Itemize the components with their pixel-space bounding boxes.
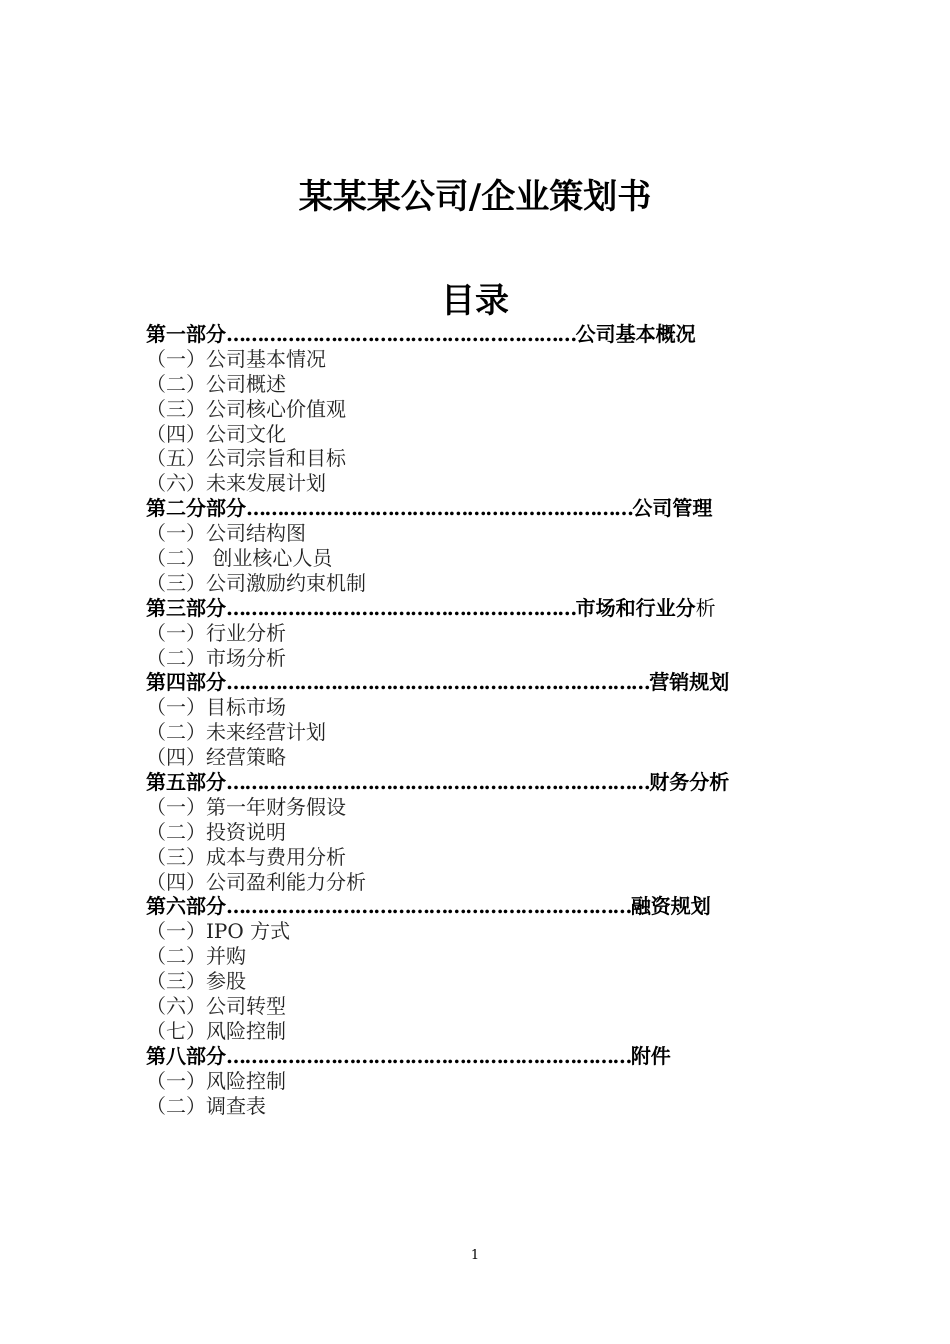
- toc-sub-item: （一）目标市场: [146, 695, 286, 720]
- toc-part-entry: [146, 496, 806, 521]
- toc-sub-item: （六）未来发展计划: [146, 471, 326, 496]
- toc-part-entry: [146, 670, 806, 695]
- toc-sub-item: （一）风险控制: [146, 1068, 286, 1093]
- toc-part-label: 第二分部分: [146, 496, 246, 521]
- toc-sub-item: （二）并购: [146, 944, 246, 969]
- toc-part-title: 附件: [630, 1043, 671, 1068]
- toc-part-label: 第五部分: [146, 770, 226, 795]
- toc-sub-item: （一）公司基本情况: [146, 346, 326, 371]
- toc-sub-item: （四）公司盈利能力分析: [146, 869, 366, 894]
- toc-sub-item: （二）市场分析: [146, 645, 286, 670]
- toc-sub-item: （三）成本与费用分析: [146, 844, 346, 869]
- toc-heading: 目录: [441, 281, 509, 321]
- toc-dot-leader: …………………………………………………………: [226, 1043, 631, 1068]
- toc-sub-item: （二）公司概述: [146, 371, 286, 396]
- toc-part-title-tail: 析: [695, 595, 716, 620]
- toc-sub-item: （二）未来经营计划: [146, 720, 326, 745]
- toc-sub-item: （二） 创业核心人员: [146, 546, 333, 571]
- toc-part-title: 市场和行业分: [575, 595, 696, 620]
- toc-part-title: 公司管理: [632, 496, 713, 521]
- toc-part-label: 第六部分: [146, 894, 226, 919]
- toc-dot-leader: …………………………………………………………: [226, 894, 631, 919]
- toc-part-title: 融资规划: [630, 894, 711, 919]
- toc-sub-item: （三）参股: [146, 969, 246, 994]
- toc-dot-leader: ……………………………………………………………: [226, 770, 650, 795]
- toc-sub-item: （四）经营策略: [146, 745, 286, 770]
- toc-part-entry: [146, 1044, 806, 1069]
- toc-part-title: 财务分析: [649, 770, 730, 795]
- toc-part-entry: [146, 770, 806, 795]
- toc-part-entry: [146, 894, 806, 919]
- toc-part-label: 第一部分: [146, 322, 226, 346]
- toc-part-label: 第四部分: [146, 670, 226, 695]
- toc-part-entry: [146, 596, 806, 621]
- toc-sub-item: （四）公司文化: [146, 421, 286, 446]
- toc-dot-leader: ………………………………………………………: [246, 496, 633, 521]
- page-number: 1: [470, 1248, 480, 1263]
- toc-part-title: 公司基本概况: [575, 322, 696, 346]
- toc-sub-item: （三）公司激励约束机制: [146, 570, 366, 595]
- toc-sub-item: （一）IPO 方式: [146, 919, 291, 944]
- table-of-contents: [146, 322, 806, 1119]
- toc-part-title: 营销规划: [649, 670, 730, 695]
- toc-sub-item: （一）公司结构图: [146, 521, 306, 546]
- toc-dot-leader: …………………………………………………: [226, 322, 576, 346]
- toc-dot-leader: …………………………………………………: [226, 595, 576, 620]
- toc-sub-item: （七）风险控制: [146, 1018, 286, 1043]
- toc-sub-item: （三）公司核心价值观: [146, 396, 346, 421]
- toc-sub-item: （二）调查表: [146, 1093, 266, 1118]
- toc-sub-item: （六）公司转型: [146, 994, 286, 1019]
- toc-sub-item: （二）投资说明: [146, 819, 286, 844]
- toc-sub-item: （一）行业分析: [146, 620, 286, 645]
- toc-dot-leader: ……………………………………………………………: [226, 670, 650, 695]
- toc-part-label: 第三部分: [146, 595, 226, 620]
- toc-part-label: 第八部分: [146, 1043, 226, 1068]
- toc-sub-item: （一）第一年财务假设: [146, 794, 346, 819]
- toc-sub-item: （五）公司宗旨和目标: [146, 446, 346, 471]
- document-title: 某某某公司/企业策划书: [298, 177, 652, 217]
- toc-part-entry: [146, 322, 806, 347]
